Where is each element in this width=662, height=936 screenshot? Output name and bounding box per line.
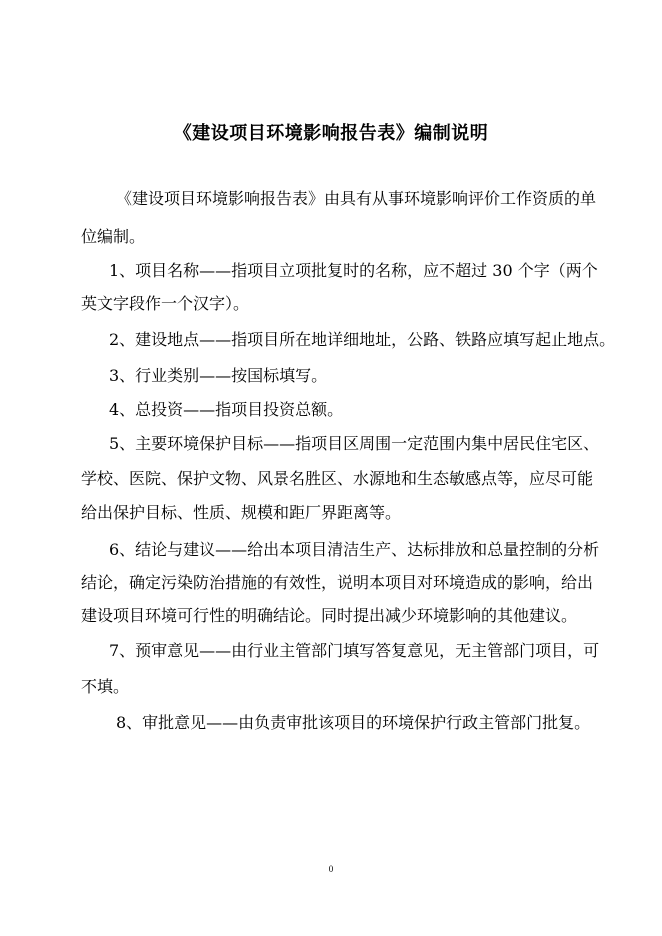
paragraph-line: 学校、医院、保护文物、风景名胜区、水源地和生态敏感点等，应尽可能 xyxy=(81,469,594,488)
paragraph-line: 《建设项目环境影响报告表》由具有从事环境影响评价工作资质的单 xyxy=(116,189,597,208)
paragraph-line: 不填。 xyxy=(81,677,130,696)
page-number: 0 xyxy=(328,864,334,874)
paragraph-line: 建设项目环境可行性的明确结论。同时提出减少环境影响的其他建议。 xyxy=(81,606,578,625)
paragraph-line: 位编制。 xyxy=(81,227,146,246)
paragraph-line: 给出保护目标、性质、规模和距厂界距离等。 xyxy=(81,503,402,522)
paragraph-line: 英文字段作一个汉字）。 xyxy=(81,294,250,313)
paragraph-line: 6、结论与建议——给出本项目清洁生产、达标排放和总量控制的分析 xyxy=(109,540,600,559)
paragraph-line: 1、项目名称——指项目立项批复时的名称，应不超过 30 个字（两个 xyxy=(109,261,598,280)
paragraph-line: 8、审批意见——由负责审批该项目的环境保护行政主管部门批复。 xyxy=(116,713,591,732)
paragraph-line: 7、预审意见——由行业主管部门填写答复意见，无主管部门项目，可 xyxy=(109,641,600,660)
paragraph-line: 3、行业类别——按国标填写。 xyxy=(109,366,328,385)
document-title: 《建设项目环境影响报告表》编制说明 xyxy=(173,123,489,144)
paragraph-line: 2、建设地点——指项目所在地详细地址，公路、铁路应填写起止地点。 xyxy=(109,330,616,349)
paragraph-line: 4、总投资——指项目投资总额。 xyxy=(109,400,344,419)
paragraph-line: 结论，确定污染防治措施的有效性，说明本项目对环境造成的影响，给出 xyxy=(81,573,594,592)
paragraph-line: 5、主要环境保护目标——指项目区周围一定范围内集中居民住宅区、 xyxy=(109,434,600,453)
